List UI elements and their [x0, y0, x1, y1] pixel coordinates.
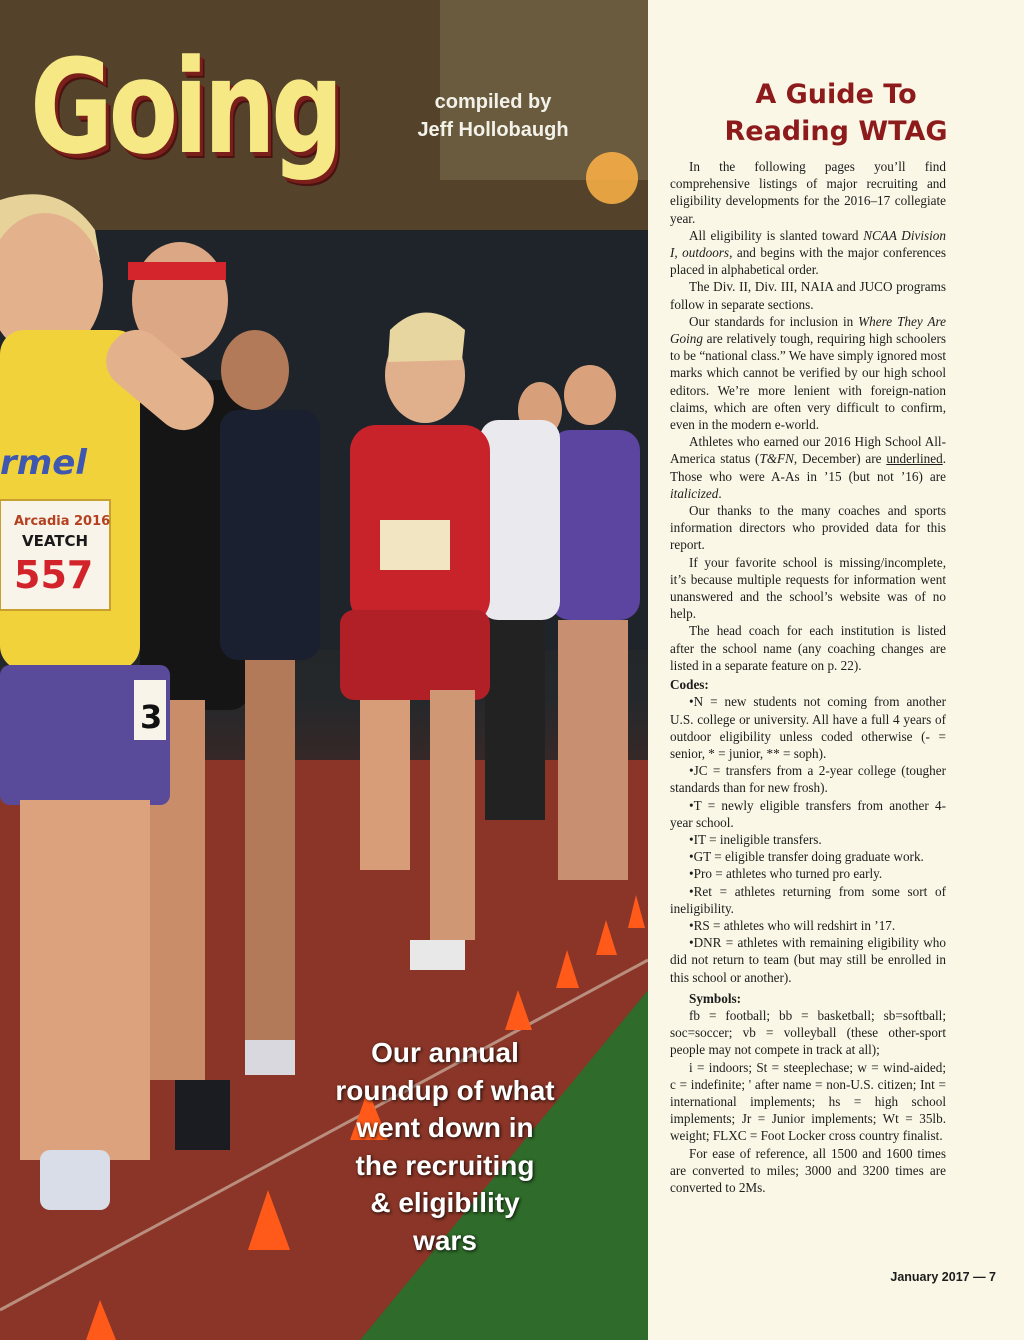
symbol-item: For ease of reference, all 1500 and 1600 times are converted to miles; 3000 and 3200 times are converted to 2Ms.: [670, 1145, 946, 1195]
code-item: •N = new students not coming from another U.S. college or university. All have a full 4 years of outdoor eligibility unless coded otherwise (- = senior, * = junior, ** = soph).: [670, 694, 946, 761]
headline-going: Going: [30, 31, 340, 183]
tagline-line: & eligibility: [370, 1187, 520, 1218]
bib-school: Arcadia 2016: [14, 514, 111, 529]
bib-number: 557: [14, 553, 94, 597]
tagline-line: Our annual: [371, 1037, 519, 1068]
paragraph-standards: Our standards for inclusion in Where They Are Going are relatively tough, requiring high schoolers to be “national class.” We have simply ignored most marks which cannot be verified by our high school editors. We’re more lenient with foreign-nation claims, which are often very difficult to confirm, even in the modern e-world.: [670, 313, 946, 433]
code-item: •IT = ineligible transfers.: [689, 831, 822, 847]
paragraph-head-coach: The head coach for each institution is listed after the school name (any coaching changes are listed in a separate feature on p. 22).: [670, 623, 946, 673]
guide-title-line1: A Guide To: [755, 79, 917, 110]
byline-compiled-by: compiled by: [434, 91, 552, 113]
paragraph-eligibility: All eligibility is slanted toward NCAA Division I, outdoors, and begins with the major conferences placed in alphabetical order.: [670, 227, 947, 278]
stadium-light: [586, 152, 638, 204]
symbol-item: i = indoors; St = steeplechase; w = wind-aided; c = indefinite; ' after name = non-U.S. citizen; Int = international implements; hs = high school implements; Jr = Junior implements; Wt = 35lb. weight; FLXC = Foot Locker cross country finalist.: [670, 1059, 946, 1144]
paragraph-thanks: Our thanks to the many coaches and sports information directors who provided data for this report.: [670, 503, 946, 553]
guide-body: [670, 158, 946, 1196]
symbol-item: fb = football; bb = basketball; sb=softball; soc=soccer; vb = volleyball (these other-sport people may not compete in track at all);: [670, 1007, 946, 1058]
byline: [400, 88, 586, 144]
bib-name: VEATCH: [22, 532, 89, 550]
runner-purple: [550, 365, 640, 880]
guide-title-line2: Reading WTAG: [724, 116, 948, 147]
guide-sidebar: [648, 0, 1024, 1340]
tagline-line: roundup of what: [335, 1074, 555, 1106]
runner-white: [480, 382, 562, 820]
tagline-line: the recruiting: [355, 1149, 535, 1181]
page-footer: January 2017 — 7: [890, 1270, 996, 1284]
paragraph-divisions: The Div. II, Div. III, NAIA and JUCO programs follow in separate sections.: [670, 279, 946, 312]
code-item: •T = newly eligible transfers from another 4-year school.: [670, 797, 946, 830]
paragraph-intro: In the following pages you’ll find comprehensive listings of major recruiting and eligibility developments for the 2016–17 collegiate year.: [670, 159, 946, 226]
hip-number: 3: [140, 698, 163, 736]
code-item: •Ret = athletes returning from some sort of ineligibility.: [670, 883, 946, 916]
tagline: [300, 1034, 590, 1259]
code-item: •RS = athletes who will redshirt in ’17.: [689, 917, 896, 933]
guide-title: [648, 76, 1024, 150]
byline-author: Jeff Hollobaugh: [417, 119, 569, 141]
codes-heading: Codes:: [670, 677, 709, 693]
code-item: •JC = transfers from a 2-year college (tougher standards than for new frosh).: [670, 763, 946, 796]
tagline-line: went down in: [356, 1112, 534, 1143]
symbols-heading: Symbols:: [689, 990, 742, 1006]
code-item: •DNR = athletes with remaining eligibility who did not return to team (but may still be enrolled in this school or another).: [670, 935, 946, 985]
tagline-line: wars: [413, 1224, 477, 1256]
paragraph-missing: If your favorite school is missing/incomplete, it’s because multiple requests for information went unanswered and the school’s website was of no help.: [670, 554, 946, 622]
paragraph-all-america: Athletes who earned our 2016 High School All-America status (T&FN, December) are underlined. Those who were A-As in ’15 (but not ’16) are italicized.: [670, 434, 947, 501]
code-item: •Pro = athletes who turned pro early.: [689, 866, 883, 882]
jersey-text: rmel: [0, 443, 87, 483]
code-item: •GT = eligible transfer doing graduate work.: [689, 849, 924, 865]
